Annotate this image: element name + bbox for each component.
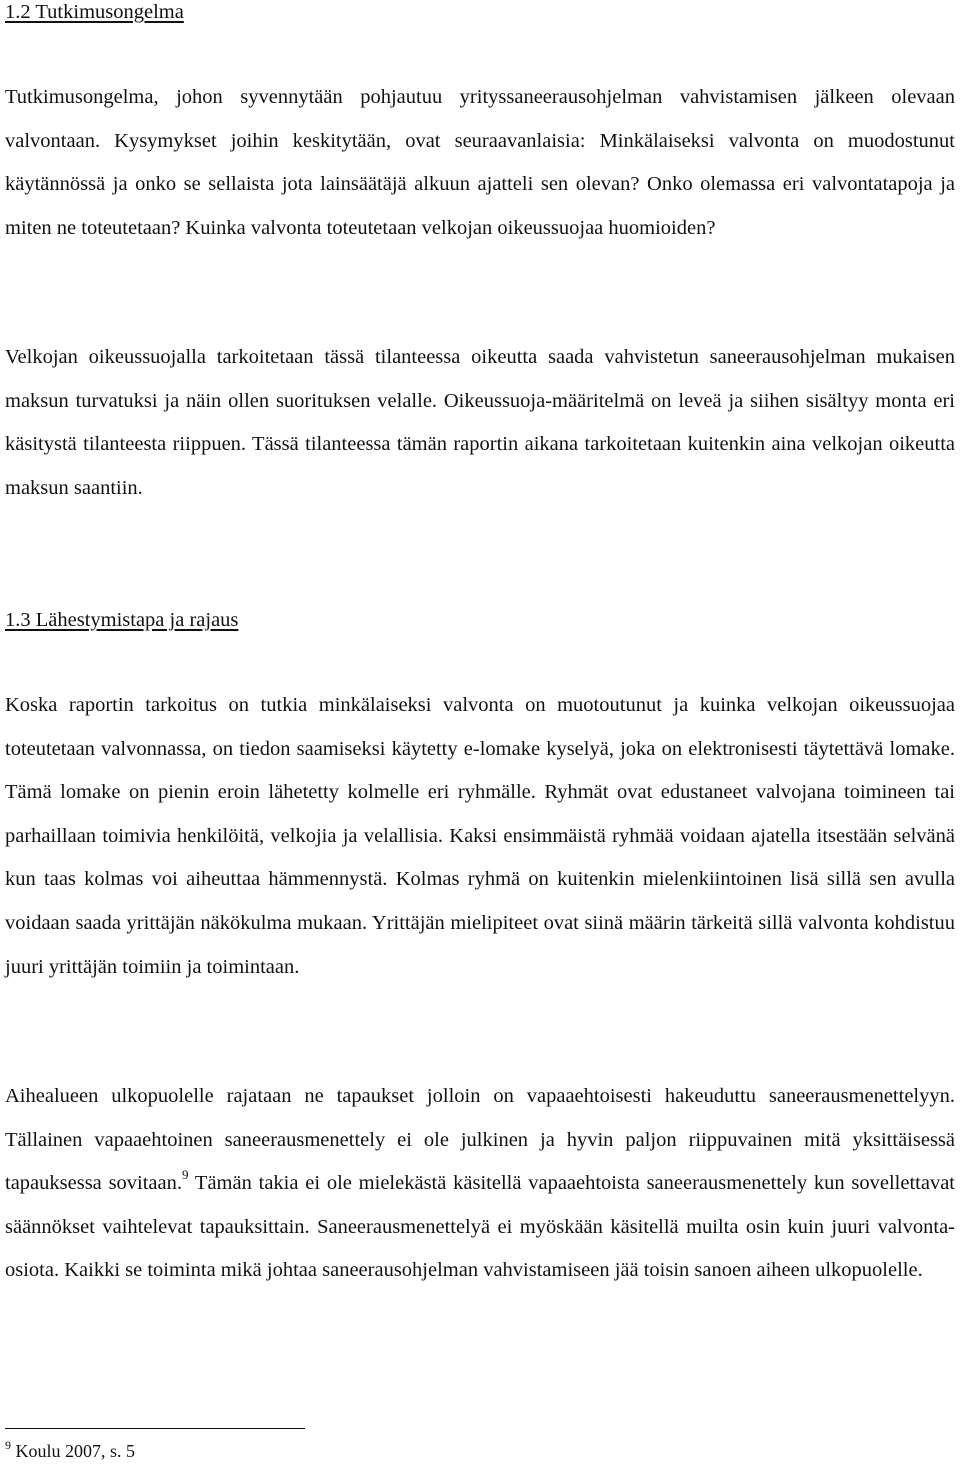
scope-text-part-2: Tämän takia ei ole mielekästä käsitellä vapaaehtoista saneerausmenettely kun sovellettavat säännökset vaihtelevat tapauksittain. Saneerausmenettelyä ei myöskään käsitellä muilta osin kuin juuri valvonta-osiota. Kaikki se toiminta mikä johtaa saneerausohjelman vahvistamiseen jää toisin sanoen aiheen ulkopuolelle. — [5, 1172, 956, 1282]
paragraph-scope — [5, 1075, 955, 1293]
footnote-number: 9 — [5, 1438, 11, 1452]
paragraph-approach: Koska raportin tarkoitus on tutkia minkälaiseksi valvonta on muotoutunut ja kuinka velkojan oikeussuojaa toteutetaan valvonnassa, on tiedon saamiseksi käytetty e-lomake kyselyä, joka on elektronisesti täytettävä lomake. Tämä lomake on pienin eroin lähetetty kolmelle eri ryhmälle. Ryhmät ovat edustaneet valvojana toimineen tai parhaillaan toimivia henkilöitä, velkojia ja velallisia. Kaksi ensimmäistä ryhmää voidaan ajatella itsestään selvänä kun taas kolmas voi aiheuttaa hämmennystä. Kolmas ryhmä on kuitenkin mielenkiintoinen lisä sillä sen avulla voidaan saada yrittäjän näkökulma mukaan. Yrittäjän mielipiteet ovat siinä määrin tärkeitä sillä valvonta kohdistuu juuri yrittäjän toimiin ja toimintaan. — [5, 694, 955, 978]
section-heading-1-2: 1.2 Tutkimusongelma — [5, 1, 184, 23]
footnote-reference: 9 — [182, 1167, 189, 1183]
paragraph-research-problem: Tutkimusongelma, johon syvennytään pohjautuu yrityssaneerausohjelman vahvistamisen jälkeen olevaan valvontaan. Kysymykset joihin keskitytään, ovat seuraavanlaisia: Minkälaiseksi valvonta on muodostunut käytännössä ja onko se sellaista jota lainsäätäjä alkuun ajatteli sen olevan? Onko olemassa eri valvontatapoja ja miten ne toteutetaan? Kuinka valvonta toteutetaan velkojan oikeussuojaa huomioiden? — [5, 86, 955, 239]
scope-text-part-1: Aihealueen ulkopuolelle rajataan ne tapaukset jolloin on vapaaehtoisesti hakeuduttu saneerausmenettelyyn. Tällainen vapaaehtoinen saneerausmenettely ei ole julkinen ja hyvin paljon riippuvainen mitä yksittäisessä tapauksessa sovitaan. — [5, 1085, 955, 1195]
footnote-divider — [5, 1428, 305, 1429]
footnote-text: Koulu 2007, s. 5 — [11, 1441, 136, 1461]
section-heading-1-3: 1.3 Lähestymistapa ja rajaus — [5, 609, 239, 631]
footnote — [5, 1440, 135, 1462]
paragraph-creditor-protection: Velkojan oikeussuojalla tarkoitetaan tässä tilanteessa oikeutta saada vahvistetun saneerausohjelman mukaisen maksun turvatuksi ja näin ollen suorituksen velalle. Oikeussuoja-määritelmä on leveä ja siihen sisältyy monta eri käsitystä tilanteesta riippuen. Tässä tilanteessa tämän raportin aikana tarkoitetaan kuitenkin aina velkojan oikeutta maksun saantiin. — [5, 346, 955, 499]
